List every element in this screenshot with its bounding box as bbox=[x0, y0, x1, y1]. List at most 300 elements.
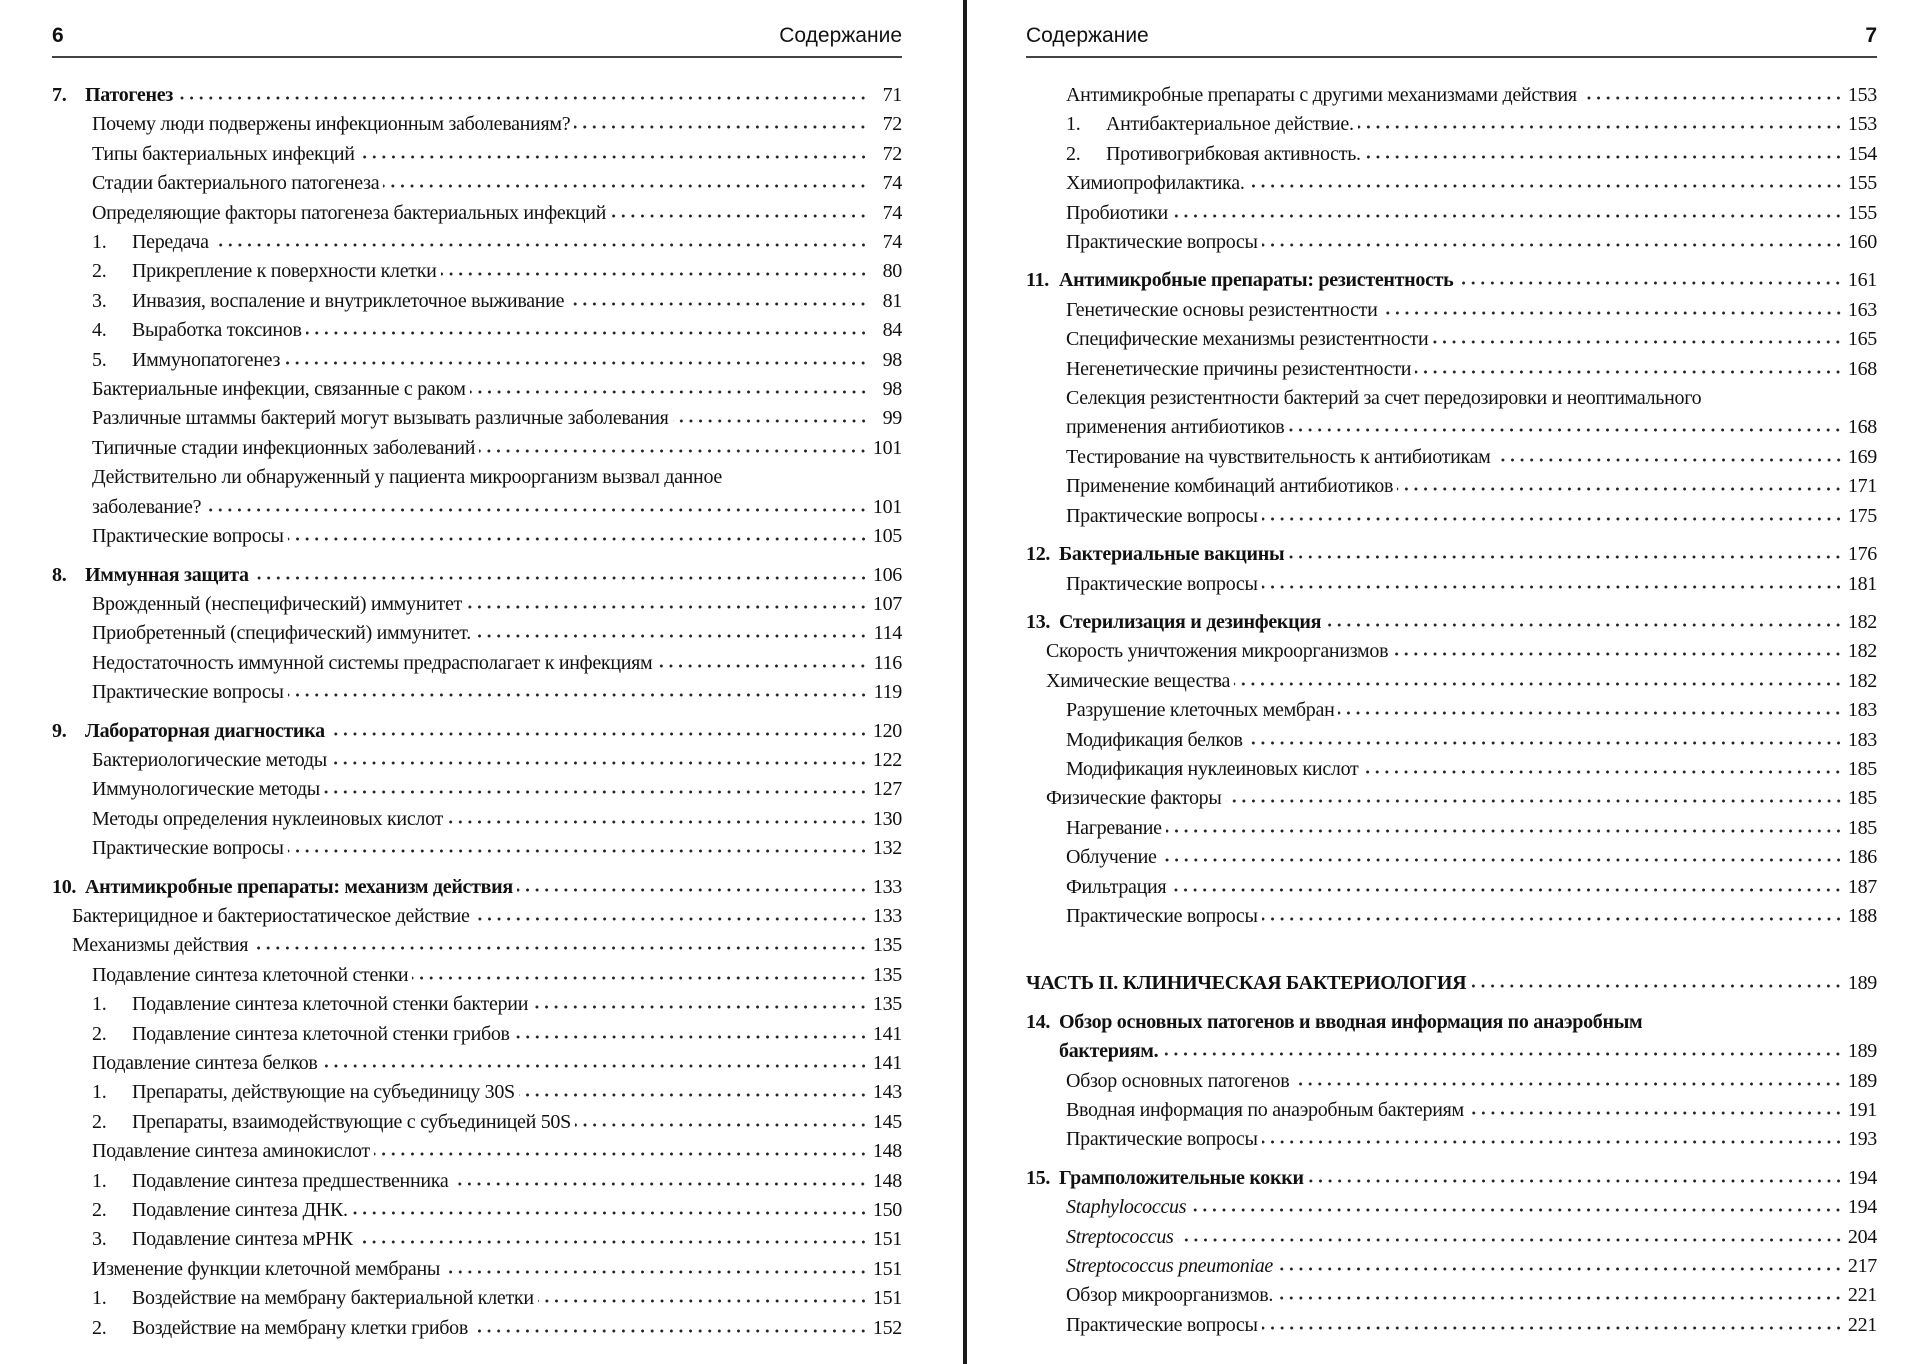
toc-entry bbox=[1026, 755, 1877, 784]
entry-page-number: 105 bbox=[872, 525, 902, 548]
entry-page-number: 148 bbox=[872, 1140, 902, 1163]
dot-leader bbox=[538, 1298, 868, 1304]
entry-title: Пробиотики bbox=[1066, 201, 1168, 224]
entry-line bbox=[1066, 814, 1877, 843]
entry-line bbox=[132, 346, 902, 375]
entry-number: 7. bbox=[52, 84, 67, 106]
dot-leader bbox=[610, 213, 868, 219]
entry-page-number: 130 bbox=[872, 807, 902, 830]
toc-entry bbox=[52, 1196, 902, 1225]
toc-chapter bbox=[52, 717, 902, 746]
dot-leader bbox=[359, 154, 868, 160]
toc-entry bbox=[52, 1314, 902, 1343]
dot-leader bbox=[1382, 310, 1844, 316]
dot-leader bbox=[1190, 1207, 1843, 1213]
toc-chapter bbox=[1026, 540, 1877, 569]
dot-leader bbox=[288, 848, 868, 854]
toc-entry bbox=[52, 1225, 902, 1254]
toc-entry bbox=[52, 834, 902, 863]
entry-title: Тестирование на чувствительность к антибиотикам bbox=[1066, 445, 1491, 468]
entry-title: Практические вопросы bbox=[92, 837, 284, 860]
entry-line bbox=[92, 961, 902, 990]
entry-title: Модификация нуклеиновых кислот bbox=[1066, 757, 1359, 780]
entry-page-number: 145 bbox=[872, 1110, 902, 1133]
dot-leader bbox=[1581, 95, 1843, 101]
toc-entry bbox=[1026, 696, 1877, 725]
entry-page-number: 176 bbox=[1847, 543, 1877, 566]
toc-entry bbox=[1026, 199, 1877, 228]
page-number: 6 bbox=[52, 24, 64, 47]
dot-leader bbox=[574, 124, 868, 130]
entry-title: заболевание? bbox=[92, 495, 202, 518]
entry-title: Стерилизация и дезинфекция bbox=[1059, 610, 1322, 633]
toc-entry bbox=[52, 805, 902, 834]
entry-line bbox=[85, 561, 902, 590]
entry-page-number: 80 bbox=[882, 260, 902, 283]
entry-number: 9. bbox=[52, 719, 67, 742]
entry-line bbox=[1066, 355, 1877, 384]
toc-entry bbox=[1026, 110, 1877, 139]
entry-title: Иммунологические методы bbox=[92, 778, 320, 801]
entry-line bbox=[1046, 637, 1877, 666]
toc-entry bbox=[1026, 667, 1877, 696]
entry-title: Передача bbox=[132, 231, 209, 254]
toc-entry bbox=[1026, 169, 1877, 198]
left-page bbox=[52, 0, 902, 1364]
toc-chapter bbox=[1026, 1008, 1877, 1067]
dot-leader bbox=[1288, 554, 1843, 560]
entry-page-number: 168 bbox=[1847, 357, 1877, 380]
toc-entry bbox=[52, 1108, 902, 1137]
toc-list bbox=[52, 81, 902, 1343]
entry-line bbox=[132, 1284, 902, 1313]
dot-leader bbox=[466, 604, 868, 610]
dot-leader bbox=[1358, 124, 1843, 130]
entry-title: Практические вопросы bbox=[1066, 1128, 1258, 1151]
entry-line bbox=[92, 805, 902, 834]
entry-title: Приобретенный (специфический) иммунитет. bbox=[92, 622, 471, 645]
entry-number: 2. bbox=[92, 1110, 107, 1133]
entry-page-number: 153 bbox=[1847, 113, 1877, 136]
entry-page-number: 155 bbox=[1847, 201, 1877, 224]
dot-leader bbox=[324, 789, 868, 795]
entry-line bbox=[92, 522, 902, 551]
entry-title: Химиопрофилактика. bbox=[1066, 172, 1245, 195]
toc-entry bbox=[1026, 873, 1877, 902]
dot-leader bbox=[205, 507, 868, 513]
entry-title: Staphylococcus bbox=[1066, 1196, 1187, 1219]
entry-title: Химические вещества bbox=[1046, 669, 1231, 692]
entry-line bbox=[132, 1020, 902, 1049]
toc-entry bbox=[52, 1137, 902, 1166]
entry-line bbox=[92, 1049, 902, 1078]
entry-title: Подавление синтеза аминокислот bbox=[92, 1140, 370, 1163]
entry-line bbox=[1066, 726, 1877, 755]
entry-page-number: 221 bbox=[1847, 1313, 1877, 1336]
entry-line bbox=[1106, 140, 1877, 169]
toc-entry bbox=[1026, 843, 1877, 872]
entry-title: бактериям. bbox=[1059, 1040, 1159, 1063]
dot-leader bbox=[1170, 887, 1843, 893]
entry-line bbox=[1046, 667, 1877, 696]
entry-page-number: 181 bbox=[1847, 572, 1877, 595]
entry-line bbox=[132, 1314, 902, 1343]
entry-title: Streptococcus pneumoniae bbox=[1066, 1255, 1273, 1278]
entry-title: Практические вопросы bbox=[92, 525, 284, 548]
entry-page-number: 183 bbox=[1847, 728, 1877, 751]
entry-page-number: 194 bbox=[1847, 1166, 1877, 1189]
entry-title: Воздействие на мембрану клетки грибов bbox=[132, 1316, 468, 1339]
dot-leader bbox=[479, 448, 868, 454]
entry-line bbox=[1066, 1311, 1877, 1340]
toc-entry bbox=[1026, 472, 1877, 501]
dot-leader bbox=[213, 242, 868, 248]
toc-entry bbox=[52, 434, 902, 463]
entry-line bbox=[132, 990, 902, 1019]
dot-leader bbox=[568, 301, 868, 307]
entry-title: Практические вопросы bbox=[1066, 231, 1258, 254]
entry-title: Почему люди подвержены инфекционным заболеваниям? bbox=[92, 113, 571, 136]
entry-title: Противогрибковая активность. bbox=[1106, 142, 1361, 165]
entry-line bbox=[1066, 873, 1877, 902]
entry-page-number: 182 bbox=[1847, 610, 1877, 633]
dot-leader bbox=[352, 1210, 868, 1216]
entry-page-number: 171 bbox=[1847, 475, 1877, 498]
entry-title: Методы определения нуклеиновых кислот bbox=[92, 807, 443, 830]
entry-title: Бактерицидное и бактериостатическое действие bbox=[72, 904, 470, 927]
toc-entry bbox=[1026, 502, 1877, 531]
entry-page-number: 182 bbox=[1847, 669, 1877, 692]
toc-entry bbox=[52, 902, 902, 931]
toc-part bbox=[1026, 969, 1877, 998]
entry-title: Streptococcus bbox=[1066, 1225, 1174, 1248]
entry-page-number: 72 bbox=[882, 142, 902, 165]
entry-page-number: 74 bbox=[882, 231, 902, 254]
entry-line bbox=[1066, 1252, 1877, 1281]
entry-page-number: 185 bbox=[1847, 816, 1877, 839]
entry-title: Специфические механизмы резистентности bbox=[1066, 328, 1429, 351]
right-page bbox=[1026, 0, 1877, 1364]
dot-leader bbox=[1293, 1081, 1843, 1087]
entry-number: 13. bbox=[1026, 610, 1051, 633]
entry-title: Подавление синтеза предшественника bbox=[132, 1169, 449, 1192]
entry-title: Подавление синтеза клеточной стенки bbox=[92, 963, 409, 986]
entry-title: Подавление синтеза клеточной стенки грибов bbox=[132, 1022, 510, 1045]
entry-title: Вводная информация по анаэробным бактериям bbox=[1066, 1099, 1464, 1121]
entry-line bbox=[85, 81, 902, 110]
entry-page-number: 183 bbox=[1847, 699, 1877, 722]
entry-number: 8. bbox=[52, 563, 67, 586]
entry-page-number: 119 bbox=[873, 681, 902, 704]
toc-entry bbox=[1026, 443, 1877, 472]
entry-page-number: 155 bbox=[1847, 172, 1877, 195]
entry-line bbox=[1066, 199, 1877, 228]
dot-leader bbox=[1392, 651, 1843, 657]
entry-page-number: 151 bbox=[872, 1228, 902, 1251]
dot-leader bbox=[1288, 427, 1843, 433]
entry-page-number: 163 bbox=[1847, 298, 1877, 321]
entry-page-number: 217 bbox=[1847, 1255, 1877, 1278]
entry-title: Бактериальные вакцины bbox=[1059, 543, 1285, 566]
entry-number: 10. bbox=[52, 875, 77, 898]
entry-line bbox=[92, 434, 902, 463]
entry-title: Подавление синтеза мРНК bbox=[132, 1228, 353, 1251]
dot-leader bbox=[374, 1151, 868, 1157]
toc-entry bbox=[52, 169, 902, 198]
toc-entry bbox=[52, 990, 902, 1019]
toc-entry bbox=[52, 1049, 902, 1078]
entry-title: Препараты, взаимодействующие с субъединицей 50S bbox=[132, 1110, 571, 1133]
toc-entry bbox=[1026, 1252, 1877, 1281]
entry-line bbox=[1066, 902, 1877, 931]
entry-page-number: 127 bbox=[872, 778, 902, 801]
dot-leader bbox=[532, 1004, 868, 1010]
dot-leader bbox=[447, 819, 868, 825]
toc-chapter bbox=[1026, 266, 1877, 295]
entry-title: Воздействие на мембрану бактериальной клетки bbox=[132, 1287, 534, 1310]
entry-line bbox=[1066, 1281, 1877, 1310]
entry-number: 1. bbox=[92, 993, 107, 1016]
dot-leader bbox=[1495, 457, 1843, 463]
entry-page-number: 114 bbox=[873, 622, 902, 645]
dot-leader bbox=[288, 536, 868, 542]
dot-leader bbox=[1234, 681, 1843, 687]
entry-title: Применение комбинаций антибиотиков bbox=[1066, 475, 1394, 498]
entry-number: 3. bbox=[92, 289, 107, 312]
page-header bbox=[1026, 22, 1877, 58]
dot-leader bbox=[470, 389, 868, 395]
dot-leader bbox=[1470, 983, 1843, 989]
entry-title: Бактериологические методы bbox=[92, 748, 327, 771]
toc-entry bbox=[1026, 296, 1877, 325]
toc-entry bbox=[1026, 1125, 1877, 1154]
toc-entry bbox=[1026, 1281, 1877, 1310]
entry-number: 2. bbox=[92, 1316, 107, 1339]
dot-leader bbox=[1262, 1325, 1843, 1331]
toc-chapter bbox=[1026, 608, 1877, 637]
dot-leader bbox=[383, 183, 868, 189]
dot-leader bbox=[1277, 1295, 1843, 1301]
entry-number: 4. bbox=[92, 319, 107, 342]
entry-page-number: 221 bbox=[1847, 1284, 1877, 1307]
dot-leader bbox=[1262, 242, 1843, 248]
entry-line bbox=[132, 1225, 902, 1254]
toc-list bbox=[1026, 81, 1877, 1340]
dot-leader bbox=[1178, 1237, 1843, 1243]
entry-page-number: 101 bbox=[872, 436, 902, 459]
toc-entry bbox=[1026, 325, 1877, 354]
entry-title: Антимикробные препараты: резистентность bbox=[1059, 269, 1454, 292]
entry-title: Подавление синтеза белков bbox=[92, 1052, 318, 1074]
entry-title: Практические вопросы bbox=[1066, 1313, 1258, 1336]
toc-entry bbox=[52, 404, 902, 433]
dot-leader bbox=[1262, 1139, 1843, 1145]
dot-leader bbox=[1262, 584, 1843, 590]
dot-leader bbox=[1338, 710, 1843, 716]
entry-page-number: 185 bbox=[1847, 757, 1877, 780]
entry-line bbox=[1066, 81, 1877, 110]
entry-title: Подавление синтеза ДНК. bbox=[132, 1199, 348, 1222]
toc-chapter bbox=[52, 873, 902, 902]
dot-leader bbox=[1249, 183, 1843, 189]
entry-title: Грамположительные кокки bbox=[1059, 1166, 1304, 1189]
entry-title: Инвазия, воспаление и внутриклеточное выживание bbox=[132, 289, 565, 312]
entry-line bbox=[1066, 1223, 1877, 1252]
dot-leader bbox=[1308, 1178, 1843, 1184]
entry-title: Селекция резистентности бактерий за счет передозировки и неоптимального bbox=[1066, 387, 1702, 410]
entry-title: Генетические основы резистентности bbox=[1066, 298, 1378, 321]
entry-line bbox=[1066, 413, 1877, 442]
entry-page-number: 191 bbox=[1847, 1099, 1877, 1121]
entry-number: 1. bbox=[92, 1081, 107, 1104]
entry-page-number: 135 bbox=[872, 934, 902, 957]
entry-number: 1. bbox=[1066, 113, 1081, 136]
dot-leader bbox=[284, 360, 868, 366]
entry-page-number: 99 bbox=[882, 407, 902, 430]
toc-entry bbox=[52, 287, 902, 316]
entry-page-number: 168 bbox=[1847, 416, 1877, 439]
entry-title: Типичные стадии инфекционных заболеваний bbox=[92, 436, 476, 459]
dot-leader bbox=[177, 95, 868, 101]
entry-page-number: 135 bbox=[872, 993, 902, 1016]
entry-title: применения антибиотиков bbox=[1066, 416, 1285, 439]
entry-line bbox=[1066, 755, 1877, 784]
toc-chapter bbox=[52, 561, 902, 590]
entry-title: Фильтрация bbox=[1066, 875, 1167, 898]
entry-title: Модификация белков bbox=[1066, 728, 1243, 751]
toc-entry bbox=[52, 1167, 902, 1196]
dot-leader bbox=[1226, 798, 1843, 804]
entry-page-number: 187 bbox=[1847, 875, 1877, 898]
toc-entry bbox=[52, 1284, 902, 1313]
entry-line bbox=[1066, 1067, 1877, 1096]
toc-chapter bbox=[1026, 1164, 1877, 1193]
entry-line bbox=[1066, 325, 1877, 354]
running-title: Содержание bbox=[1026, 24, 1149, 47]
dot-leader bbox=[1397, 486, 1843, 492]
entry-page-number: 160 bbox=[1847, 231, 1877, 254]
entry-page-number: 175 bbox=[1847, 504, 1877, 527]
dot-leader bbox=[452, 1181, 868, 1187]
entry-title: Практические вопросы bbox=[92, 681, 284, 704]
entry-number: 5. bbox=[92, 348, 107, 371]
entry-page-number: 185 bbox=[1847, 787, 1877, 810]
dot-leader bbox=[1161, 857, 1843, 863]
entry-line bbox=[92, 746, 902, 775]
entry-page-number: 189 bbox=[1847, 1069, 1877, 1092]
entry-line bbox=[1066, 1096, 1877, 1125]
dot-leader bbox=[575, 1122, 868, 1128]
entry-title: Практические вопросы bbox=[1066, 572, 1258, 595]
toc-entry bbox=[1026, 726, 1877, 755]
entry-page-number: 186 bbox=[1847, 846, 1877, 869]
entry-title: Разрушение клеточных мембран bbox=[1066, 699, 1335, 722]
entry-line bbox=[92, 493, 902, 522]
dot-leader bbox=[441, 271, 868, 277]
entry-number: 12. bbox=[1026, 543, 1051, 566]
entry-page-number: 165 bbox=[1847, 328, 1877, 351]
entry-number: 2. bbox=[1066, 142, 1081, 165]
entry-page-number: 151 bbox=[872, 1287, 902, 1310]
entry-title: Антимикробные препараты: механизм действия bbox=[85, 875, 513, 898]
dot-leader bbox=[1365, 154, 1843, 160]
entry-title: Врожденный (неспецифический) иммунитет bbox=[92, 592, 462, 615]
toc-entry bbox=[52, 961, 902, 990]
entry-page-number: 151 bbox=[872, 1257, 902, 1280]
toc-entry bbox=[52, 257, 902, 286]
entry-page-number: 116 bbox=[873, 651, 902, 674]
dot-leader bbox=[1247, 740, 1843, 746]
entry-line bbox=[92, 775, 902, 804]
dot-leader bbox=[1262, 516, 1843, 522]
entry-line bbox=[72, 931, 902, 960]
entry-line bbox=[1106, 110, 1877, 139]
dot-leader bbox=[474, 916, 868, 922]
entry-line bbox=[85, 717, 902, 746]
entry-title: Облучение bbox=[1066, 846, 1157, 869]
entry-page-number: 153 bbox=[1847, 84, 1877, 106]
entry-line bbox=[1059, 540, 1877, 569]
entry-line bbox=[92, 1255, 902, 1284]
entry-title: Антибактериальное действие. bbox=[1106, 113, 1354, 136]
dot-leader bbox=[472, 1328, 868, 1334]
entry-number: 1. bbox=[92, 1287, 107, 1310]
toc-entry bbox=[1026, 902, 1877, 931]
entry-line bbox=[1059, 1037, 1877, 1066]
entry-line bbox=[1066, 228, 1877, 257]
entry-title: Антимикробные препараты с другими механизмами действия bbox=[1066, 84, 1577, 106]
entry-line bbox=[92, 404, 902, 433]
entry-line bbox=[92, 199, 902, 228]
toc-entry bbox=[52, 590, 902, 619]
toc-entry bbox=[52, 678, 902, 707]
entry-line bbox=[92, 1137, 902, 1166]
dot-leader bbox=[412, 975, 868, 981]
entry-title: Типы бактериальных инфекций bbox=[92, 142, 355, 165]
entry-line bbox=[1066, 472, 1877, 501]
entry-number: 3. bbox=[92, 1228, 107, 1251]
entry-line bbox=[1066, 1125, 1877, 1154]
entry-number: 14. bbox=[1026, 1010, 1051, 1033]
entry-page-number: 150 bbox=[872, 1199, 902, 1222]
entry-title: Различные штаммы бактерий могут вызывать различные заболевания bbox=[92, 407, 669, 430]
entry-title: Препараты, действующие на субъединицу 30S bbox=[132, 1081, 515, 1104]
entry-page-number: 141 bbox=[872, 1052, 902, 1074]
entry-title: Лабораторная диагностика bbox=[85, 719, 325, 742]
entry-title: Стадии бактериального патогенеза bbox=[92, 172, 380, 195]
entry-page-number: 194 bbox=[1847, 1196, 1877, 1219]
entry-line bbox=[1066, 443, 1877, 472]
entry-page-number: 106 bbox=[872, 563, 902, 586]
dot-leader bbox=[444, 1269, 868, 1275]
entry-line bbox=[72, 902, 902, 931]
entry-title: Бактериальные инфекции, связанные с раком bbox=[92, 378, 466, 401]
entry-line bbox=[1066, 696, 1877, 725]
dot-leader bbox=[517, 887, 868, 893]
entry-page-number: 122 bbox=[872, 748, 902, 771]
entry-title: Практические вопросы bbox=[1066, 904, 1258, 927]
toc-entry bbox=[52, 746, 902, 775]
toc-entry bbox=[1026, 814, 1877, 843]
entry-title: Физические факторы bbox=[1046, 787, 1222, 810]
page-number: 7 bbox=[1865, 24, 1877, 47]
entry-page-number: 107 bbox=[872, 592, 902, 615]
entry-line bbox=[1066, 843, 1877, 872]
entry-line bbox=[92, 140, 902, 169]
dot-leader bbox=[1277, 1266, 1843, 1272]
entry-page-number: 169 bbox=[1847, 445, 1877, 468]
toc-entry bbox=[1026, 637, 1877, 666]
